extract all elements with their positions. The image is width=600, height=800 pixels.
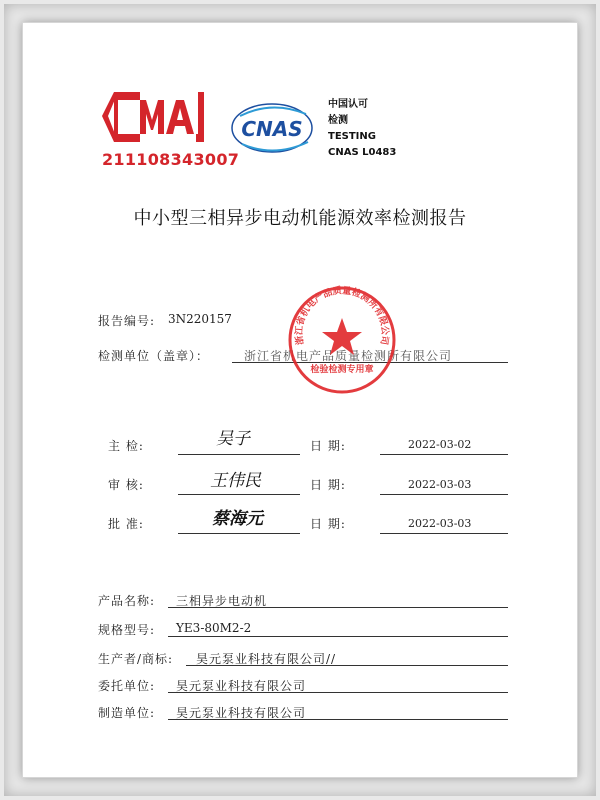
client-value: 昊元泵业科技有限公司: [176, 679, 307, 693]
cnas-info-line: CNAS L0483: [328, 147, 397, 158]
official-seal: [286, 284, 398, 396]
approver-date-label: 日 期:: [310, 517, 346, 531]
manufacturer-label: 制造单位:: [98, 706, 156, 720]
cnas-logo: [228, 100, 324, 156]
reviewer-date: 2022-03-03: [408, 478, 472, 491]
seal-outer-text: 浙江省机电产品质量检测所有限公司: [293, 285, 391, 346]
product-name-value: 三相异步电动机: [176, 594, 268, 608]
model-value: YE3-80M2-2: [176, 621, 252, 635]
inspector-date: 2022-03-02: [408, 438, 472, 451]
cma-code: 211108343007: [102, 150, 240, 169]
maker-value: 昊元泵业科技有限公司//: [196, 652, 337, 666]
report-title: 中小型三相异步电动机能源效率检测报告: [133, 208, 467, 229]
testing-unit-value: 浙江省机电产品质量检测所有限公司: [244, 349, 453, 363]
reviewer-date-label: 日 期:: [310, 478, 346, 492]
cnas-info-line: 检测: [328, 115, 348, 126]
approver-label: 批 准:: [108, 517, 144, 531]
inspector-signature: 吴子: [216, 429, 250, 449]
testing-unit-label: 检测单位（盖章）：: [98, 349, 210, 363]
report-number-value: 3N220157: [168, 312, 232, 326]
approver-date: 2022-03-03: [408, 517, 472, 530]
client-label: 委托单位:: [98, 679, 156, 693]
cma-logo: [100, 86, 212, 148]
approver-signature: 蔡海元: [212, 509, 263, 529]
report-number-label: 报告编号:: [98, 314, 156, 328]
seal-inner-text: 检验检测专用章: [310, 365, 374, 375]
cnas-info: [328, 97, 396, 161]
cnas-info-line: TESTING: [328, 131, 376, 142]
manufacturer-value: 昊元泵业科技有限公司: [176, 706, 307, 720]
reviewer-label: 审 核:: [108, 478, 144, 492]
svg-text:CNAS: CNAS: [241, 117, 303, 141]
inspector-date-label: 日 期:: [310, 439, 346, 453]
product-name-label: 产品名称:: [98, 594, 156, 608]
maker-label: 生产者/商标:: [98, 652, 174, 666]
reviewer-signature: 王伟民: [210, 471, 261, 491]
cnas-info-line: 中国认可: [328, 99, 368, 110]
inspector-label: 主 检:: [108, 439, 144, 453]
model-label: 规格型号:: [98, 623, 156, 637]
